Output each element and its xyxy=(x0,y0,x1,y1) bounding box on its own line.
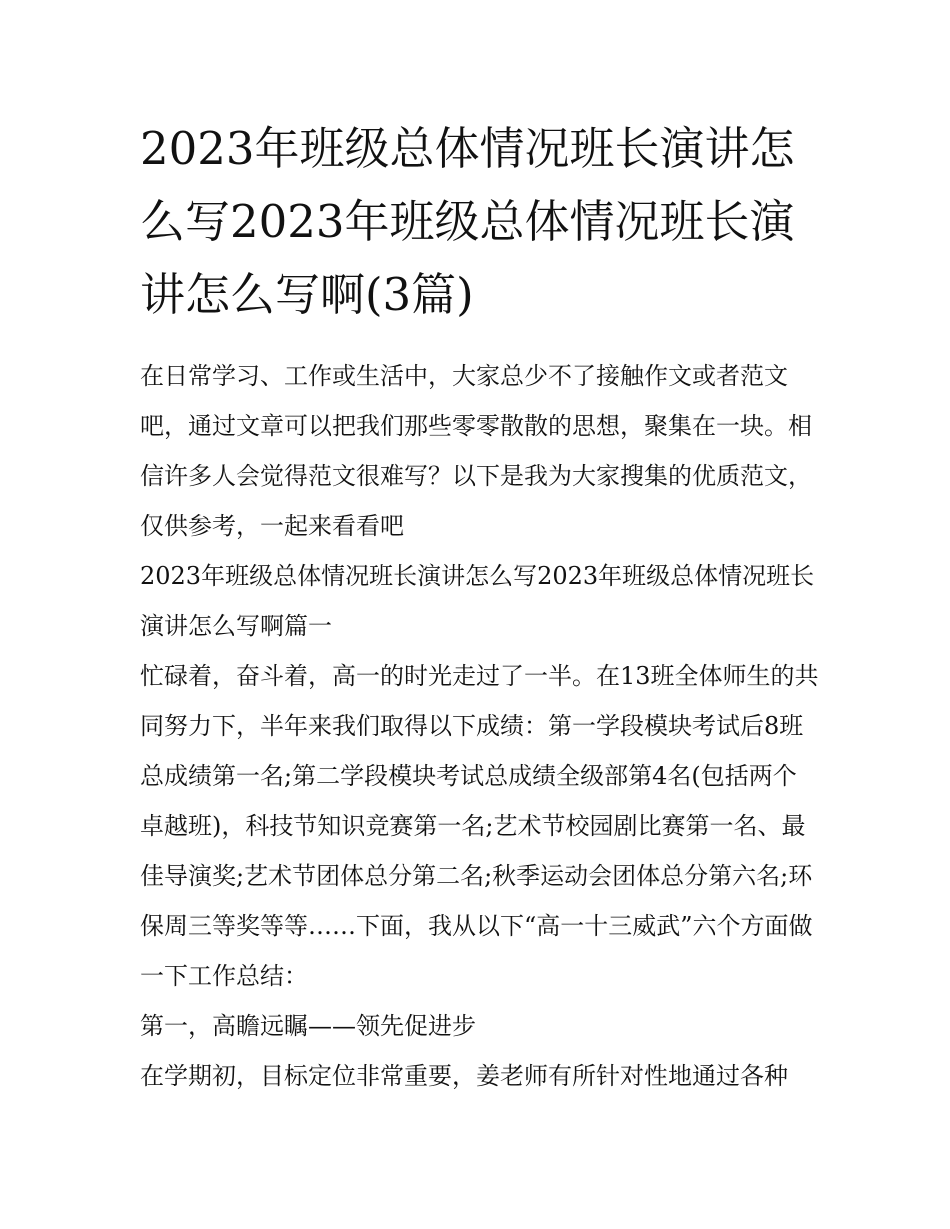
subheading: 第一，高瞻远瞩——领先促进步 xyxy=(140,1012,476,1040)
body-paragraph-continued: 在学期初，目标定位非常重要，姜老师有所针对性地通过各种 xyxy=(140,1062,788,1090)
document-title: 2023年班级总体情况班长演讲怎么写2023年班级总体情况班长演讲怎么写啊(3篇) xyxy=(140,122,795,321)
intro-paragraph: 在日常学习、工作或生活中，大家总少不了接触作文或者范文吧，通过文章可以把我们那些零零散散的思想，聚集在一块。相信许多人会觉得范文很难写？以下是我为大家搜集的优质范文，仅供参考，一起来看看吧 xyxy=(140,362,812,540)
document-body xyxy=(140,351,820,1101)
document-content xyxy=(140,112,820,1101)
section-heading: 2023年班级总体情况班长演讲怎么写2023年班级总体情况班长演讲怎么写啊篇一 xyxy=(140,562,815,640)
body-paragraph: 忙碌着，奋斗着，高一的时光走过了一半。在13班全体师生的共同努力下，半年来我们取得以下成绩：第一学段模块考试后8班总成绩第一名;第二学段模块考试总成绩全级部第4名(包括两个卓越班)，科技节知识竞赛第一名;艺术节校园剧比赛第一名、最佳导演奖;艺术节团体总分第二名;秋季运动会团体总分第六名;环保周三等奖等等……下面，我从以下“高一十三威武”六个方面做一下工作总结： xyxy=(140,662,819,990)
